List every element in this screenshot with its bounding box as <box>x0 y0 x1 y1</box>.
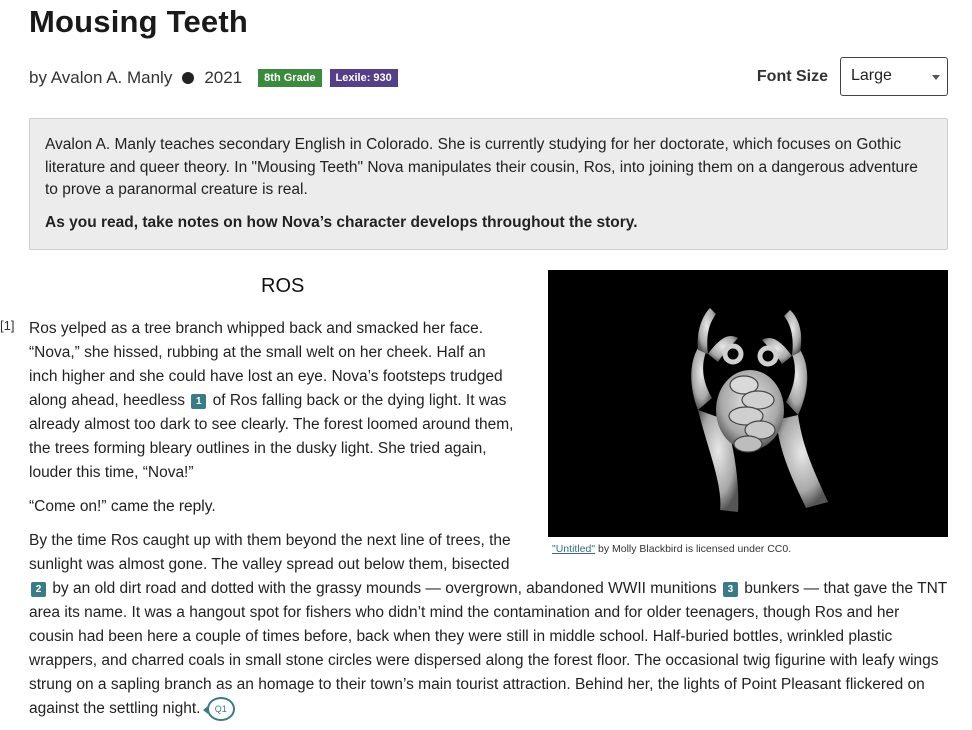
story-body <box>29 317 948 730</box>
introduction-box <box>29 118 948 250</box>
question-marker[interactable]: Q1 <box>207 697 235 721</box>
story-paragraph: “Come on!” came the reply. <box>29 498 216 515</box>
chevron-down-icon <box>932 75 940 80</box>
publication-year: 2021 <box>204 68 243 87</box>
story-text: bunkers — that gave the TNT area its name. It was a hangout spot for fishers who didn’t mind the contamination and for older teenagers, though Ros and her cousin had been here a couple of times before, back when they were still in middle school. Half-buried bottles, wrinkled plastic wrappers, and charred coals in small stone circles were dispersed along the forest floor. The occasional twig figurine with leafy wings strung on a sapling branch as an homage to their town’s main tourist attraction. Behind her, the lights of Point Pleasant flickered on against the settling night. <box>29 580 947 718</box>
font-size-select[interactable] <box>840 57 948 96</box>
image-credit: by Molly Blackbird is licensed under CC0. <box>595 543 792 555</box>
reading-prompt: As you read, take notes on how Nova’s character develops throughout the story. <box>45 213 638 231</box>
figure-spacer <box>518 317 948 565</box>
story-text: of Ros falling back or the dying light. It was already almost too dark to see clearly. The forest loomed around them, the trees forming bleary outlines in the dusky light. She tried again, louder this time, “Nova!” <box>29 392 514 481</box>
story-text: By the time Ros caught up with them beyond the next line of trees, the sunlight was almost gone. The valley spread out below them, bisected <box>29 532 511 573</box>
font-size-selected-value: Large <box>851 67 892 84</box>
story-text: by an old dirt road and dotted with the grassy mounds — overgrown, abandoned WWII munitions <box>52 580 717 597</box>
introduction-text: Avalon A. Manly teaches secondary English in Colorado. She is currently studying for her doctorate, which focuses on Gothic literature and queer theory. In "Mousing Teeth" Nova manipulates their cousin, Ros, into joining them on a dangerous adventure to prove a paranormal creature is real. <box>45 136 918 198</box>
story-text: Ros yelped as a tree branch whipped back and smacked her face. “Nova,” she hissed, rubbing at the small welt on her cheek. Half an inch higher and she could have lost an eye. Nova’s footsteps trudged along ahead, heedless <box>29 320 503 409</box>
footnote-marker[interactable]: 3 <box>723 582 738 597</box>
footnote-marker[interactable]: 2 <box>31 582 46 597</box>
paragraph-number: [1] <box>0 318 15 333</box>
article-meta <box>29 68 398 88</box>
section-heading: ROS <box>261 275 305 297</box>
author-byline: by Avalon A. Manly <box>29 68 173 87</box>
separator-dot-icon <box>182 72 194 84</box>
image-source-link[interactable]: "Untitled" <box>552 543 596 555</box>
lexile-badge: Lexile: 930 <box>330 69 398 87</box>
page-title: Mousing Teeth <box>29 4 249 39</box>
font-size-control <box>757 57 948 96</box>
grade-badge: 8th Grade <box>258 69 321 87</box>
footnote-marker[interactable]: 1 <box>191 394 206 409</box>
font-size-label: Font Size <box>756 67 828 85</box>
